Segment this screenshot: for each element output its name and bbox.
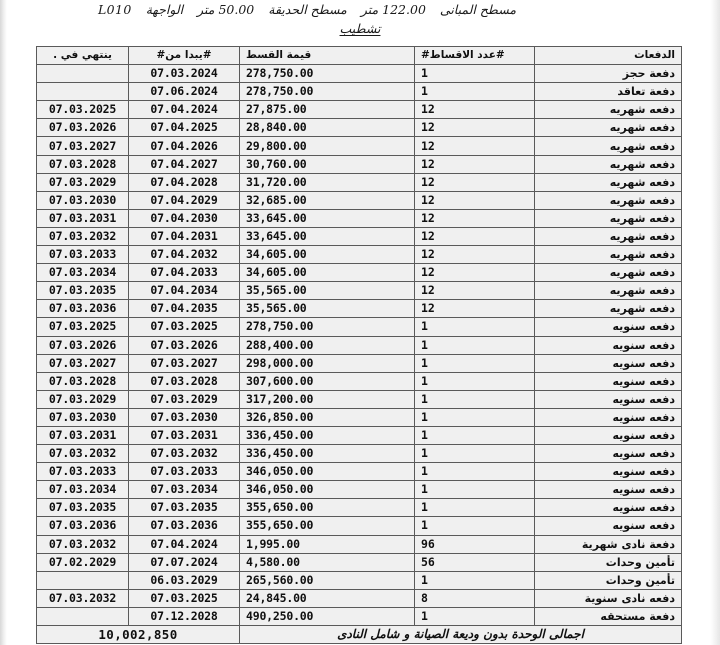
facade-label: الواجهة xyxy=(145,2,184,17)
end-date-cell: 07.03.2027 xyxy=(37,137,129,155)
installment-amount-cell: 355,650.00 xyxy=(240,499,415,517)
end-date-cell: 07.03.2033 xyxy=(37,463,129,481)
table-row xyxy=(37,445,682,463)
installments-cell: 12 xyxy=(415,209,535,227)
table-row xyxy=(37,83,682,101)
payment-label-cell: دفعه شهريه xyxy=(535,264,682,282)
table-row xyxy=(37,227,682,245)
start-date-cell: 07.06.2024 xyxy=(129,83,240,101)
installments-cell: 1 xyxy=(415,517,535,535)
column-header-installments: #عدد الاقساط# xyxy=(415,47,535,65)
start-date-cell: 07.03.2027 xyxy=(129,354,240,372)
end-date-cell: 07.03.2035 xyxy=(37,499,129,517)
start-date-cell: 07.12.2028 xyxy=(129,607,240,625)
installment-amount-cell: 346,050.00 xyxy=(240,463,415,481)
start-date-cell: 07.04.2034 xyxy=(129,282,240,300)
start-date-cell: 07.04.2025 xyxy=(129,119,240,137)
payment-label-cell: دفعه سنويه xyxy=(535,390,682,408)
end-date-cell: 07.02.2029 xyxy=(37,553,129,571)
building-area-label: مسطح المبانى xyxy=(439,2,517,17)
unit-specs-line xyxy=(30,2,690,17)
installments-cell: 1 xyxy=(415,607,535,625)
start-date-cell: 07.04.2030 xyxy=(129,209,240,227)
start-date-cell: 07.04.2033 xyxy=(129,264,240,282)
installment-amount-cell: 31,720.00 xyxy=(240,173,415,191)
payment-label-cell: دفعه سنويه xyxy=(535,408,682,426)
end-date-cell: 07.03.2027 xyxy=(37,354,129,372)
installments-cell: 12 xyxy=(415,227,535,245)
table-header xyxy=(37,47,682,65)
installments-cell: 1 xyxy=(415,336,535,354)
total-row xyxy=(37,626,682,644)
table-row xyxy=(37,372,682,390)
table-row xyxy=(37,589,682,607)
installments-cell: 1 xyxy=(415,390,535,408)
end-date-cell: 07.03.2026 xyxy=(37,119,129,137)
table-row xyxy=(37,101,682,119)
payment-label-cell: دفعه سنويه xyxy=(535,318,682,336)
installment-amount-cell: 34,605.00 xyxy=(240,246,415,264)
payment-schedule-table-wrapper xyxy=(37,46,682,644)
payment-label-cell: تأمين وحدات xyxy=(535,553,682,571)
table-row xyxy=(37,173,682,191)
end-date-cell: 07.03.2036 xyxy=(37,517,129,535)
payment-label-cell: دفعه شهريه xyxy=(535,101,682,119)
table-row xyxy=(37,463,682,481)
installment-amount-cell: 24,845.00 xyxy=(240,589,415,607)
installment-amount-cell: 265,560.00 xyxy=(240,571,415,589)
installment-amount-cell: 28,840.00 xyxy=(240,119,415,137)
start-date-cell: 07.04.2027 xyxy=(129,155,240,173)
payment-label-cell: دفعه سنويه xyxy=(535,336,682,354)
end-date-cell: 07.03.2029 xyxy=(37,390,129,408)
end-date-cell: 07.03.2028 xyxy=(37,155,129,173)
installment-amount-cell: 336,450.00 xyxy=(240,426,415,444)
payment-label-cell: دفعه شهريه xyxy=(535,173,682,191)
installments-cell: 1 xyxy=(415,354,535,372)
installment-amount-cell: 278,750.00 xyxy=(240,318,415,336)
start-date-cell: 07.03.2025 xyxy=(129,318,240,336)
table-row xyxy=(37,390,682,408)
start-date-cell: 07.04.2028 xyxy=(129,173,240,191)
end-date-cell: 07.03.2033 xyxy=(37,246,129,264)
installment-amount-cell: 33,645.00 xyxy=(240,209,415,227)
finishing-subtitle: تشطيب xyxy=(339,21,381,36)
installments-cell: 12 xyxy=(415,137,535,155)
start-date-cell: 07.07.2024 xyxy=(129,553,240,571)
installment-amount-cell: 30,760.00 xyxy=(240,155,415,173)
installments-cell: 1 xyxy=(415,445,535,463)
unit-code: L010 xyxy=(97,2,132,17)
installments-cell: 1 xyxy=(415,481,535,499)
installments-cell: 1 xyxy=(415,372,535,390)
table-row xyxy=(37,426,682,444)
payment-label-cell: دفعه شهريه xyxy=(535,282,682,300)
end-date-cell: 07.03.2030 xyxy=(37,408,129,426)
payment-label-cell: دفعه سنويه xyxy=(535,517,682,535)
installment-amount-cell: 278,750.00 xyxy=(240,65,415,83)
table-row xyxy=(37,155,682,173)
installments-cell: 12 xyxy=(415,300,535,318)
end-date-cell xyxy=(37,607,129,625)
installments-cell: 12 xyxy=(415,101,535,119)
end-date-cell xyxy=(37,65,129,83)
installment-amount-cell: 32,685.00 xyxy=(240,191,415,209)
table-row xyxy=(37,336,682,354)
total-value: 10,002,850 xyxy=(37,626,240,644)
table-row xyxy=(37,607,682,625)
table-row xyxy=(37,571,682,589)
start-date-cell: 07.04.2026 xyxy=(129,137,240,155)
table-row xyxy=(37,137,682,155)
payment-label-cell: دفعه نادى سنوية xyxy=(535,589,682,607)
table-footer xyxy=(37,626,682,644)
payment-label-cell: دفعه شهريه xyxy=(535,155,682,173)
installments-cell: 1 xyxy=(415,408,535,426)
table-row xyxy=(37,264,682,282)
start-date-cell: 07.03.2030 xyxy=(129,408,240,426)
installment-amount-cell: 355,650.00 xyxy=(240,517,415,535)
payment-label-cell: دفعه سنويه xyxy=(535,426,682,444)
table-row xyxy=(37,408,682,426)
end-date-cell: 07.03.2032 xyxy=(37,227,129,245)
installments-cell: 1 xyxy=(415,318,535,336)
installment-amount-cell: 346,050.00 xyxy=(240,481,415,499)
table-row xyxy=(37,191,682,209)
installment-amount-cell: 326,850.00 xyxy=(240,408,415,426)
payment-label-cell: دفعه شهريه xyxy=(535,227,682,245)
start-date-cell: 07.04.2024 xyxy=(129,535,240,553)
installments-cell: 12 xyxy=(415,246,535,264)
total-label: اجمالى الوحدة بدون وديعة الصيانة و شامل النادى xyxy=(240,626,682,644)
payment-label-cell: دفعة تعاقد xyxy=(535,83,682,101)
end-date-cell: 07.03.2030 xyxy=(37,191,129,209)
payment-label-cell: دفعه شهريه xyxy=(535,191,682,209)
installments-cell: 12 xyxy=(415,173,535,191)
installment-amount-cell: 298,000.00 xyxy=(240,354,415,372)
start-date-cell: 07.03.2035 xyxy=(129,499,240,517)
end-date-cell: 07.03.2029 xyxy=(37,173,129,191)
payment-label-cell: دفعه شهريه xyxy=(535,209,682,227)
installments-cell: 8 xyxy=(415,589,535,607)
column-header-payments: الدفعات xyxy=(535,47,682,65)
end-date-cell: 07.03.2035 xyxy=(37,282,129,300)
start-date-cell: 07.03.2033 xyxy=(129,463,240,481)
garden-area-label: مسطح الحديقة xyxy=(268,2,347,17)
start-date-cell: 07.03.2034 xyxy=(129,481,240,499)
table-body xyxy=(37,65,682,626)
payment-label-cell: دفعه سنويه xyxy=(535,463,682,481)
installments-cell: 56 xyxy=(415,553,535,571)
installment-amount-cell: 27,875.00 xyxy=(240,101,415,119)
installment-amount-cell: 278,750.00 xyxy=(240,83,415,101)
installment-amount-cell: 307,600.00 xyxy=(240,372,415,390)
installments-cell: 1 xyxy=(415,571,535,589)
installments-cell: 1 xyxy=(415,83,535,101)
installments-cell: 12 xyxy=(415,282,535,300)
installments-cell: 1 xyxy=(415,499,535,517)
end-date-cell: 07.03.2025 xyxy=(37,318,129,336)
payment-label-cell: دفعه سنويه xyxy=(535,499,682,517)
garden-area-value: 50.00 متر xyxy=(197,2,255,17)
end-date-cell: 07.03.2032 xyxy=(37,535,129,553)
table-row xyxy=(37,517,682,535)
table-row xyxy=(37,246,682,264)
table-header-row xyxy=(37,47,682,65)
end-date-cell: 07.03.2026 xyxy=(37,336,129,354)
installments-cell: 12 xyxy=(415,191,535,209)
start-date-cell: 07.03.2024 xyxy=(129,65,240,83)
start-date-cell: 06.03.2029 xyxy=(129,571,240,589)
column-header-start-date: #يبدا من# xyxy=(129,47,240,65)
installment-amount-cell: 490,250.00 xyxy=(240,607,415,625)
installments-cell: 12 xyxy=(415,155,535,173)
installments-cell: 12 xyxy=(415,264,535,282)
table-row xyxy=(37,318,682,336)
start-date-cell: 07.04.2031 xyxy=(129,227,240,245)
installments-cell: 12 xyxy=(415,119,535,137)
start-date-cell: 07.03.2026 xyxy=(129,336,240,354)
end-date-cell: 07.03.2032 xyxy=(37,445,129,463)
payment-label-cell: دفعه سنويه xyxy=(535,481,682,499)
table-row xyxy=(37,119,682,137)
end-date-cell: 07.03.2031 xyxy=(37,426,129,444)
installments-cell: 96 xyxy=(415,535,535,553)
payment-label-cell: دفعه شهريه xyxy=(535,137,682,155)
table-row xyxy=(37,209,682,227)
installment-amount-cell: 288,400.00 xyxy=(240,336,415,354)
payment-label-cell: دفعة مستحقه xyxy=(535,607,682,625)
installment-amount-cell: 33,645.00 xyxy=(240,227,415,245)
payment-label-cell: دفعة حجز xyxy=(535,65,682,83)
payment-schedule-table xyxy=(36,46,682,644)
building-area-value: 122.00 متر xyxy=(360,2,426,17)
start-date-cell: 07.04.2029 xyxy=(129,191,240,209)
payment-label-cell: دفعه شهريه xyxy=(535,300,682,318)
column-header-amount: قيمة القسط xyxy=(240,47,415,65)
installments-cell: 1 xyxy=(415,426,535,444)
table-row xyxy=(37,535,682,553)
end-date-cell: 07.03.2036 xyxy=(37,300,129,318)
installment-amount-cell: 35,565.00 xyxy=(240,300,415,318)
end-date-cell: 07.03.2034 xyxy=(37,264,129,282)
payment-label-cell: دفعه سنويه xyxy=(535,445,682,463)
start-date-cell: 07.03.2032 xyxy=(129,445,240,463)
end-date-cell: 07.03.2025 xyxy=(37,101,129,119)
end-date-cell: 07.03.2032 xyxy=(37,589,129,607)
document-header xyxy=(30,2,690,36)
start-date-cell: 07.03.2029 xyxy=(129,390,240,408)
installments-cell: 1 xyxy=(415,463,535,481)
end-date-cell xyxy=(37,571,129,589)
payment-label-cell: دفعه سنويه xyxy=(535,372,682,390)
table-row xyxy=(37,282,682,300)
start-date-cell: 07.04.2032 xyxy=(129,246,240,264)
table-row xyxy=(37,499,682,517)
start-date-cell: 07.04.2035 xyxy=(129,300,240,318)
table-row xyxy=(37,300,682,318)
payment-label-cell: تأمين وحدات xyxy=(535,571,682,589)
payment-label-cell: دفعة نادى شهرية xyxy=(535,535,682,553)
installments-cell: 1 xyxy=(415,65,535,83)
payment-label-cell: دفعه شهريه xyxy=(535,119,682,137)
installment-amount-cell: 34,605.00 xyxy=(240,264,415,282)
column-header-end-date: ينتهي في . xyxy=(37,47,129,65)
installment-amount-cell: 35,565.00 xyxy=(240,282,415,300)
start-date-cell: 07.03.2031 xyxy=(129,426,240,444)
installment-amount-cell: 1,995.00 xyxy=(240,535,415,553)
table-row xyxy=(37,354,682,372)
end-date-cell xyxy=(37,83,129,101)
payment-label-cell: دفعه سنويه xyxy=(535,354,682,372)
installment-amount-cell: 29,800.00 xyxy=(240,137,415,155)
start-date-cell: 07.03.2025 xyxy=(129,589,240,607)
payment-label-cell: دفعه شهريه xyxy=(535,246,682,264)
table-row xyxy=(37,481,682,499)
installment-amount-cell: 317,200.00 xyxy=(240,390,415,408)
table-row xyxy=(37,553,682,571)
installment-amount-cell: 4,580.00 xyxy=(240,553,415,571)
end-date-cell: 07.03.2031 xyxy=(37,209,129,227)
end-date-cell: 07.03.2034 xyxy=(37,481,129,499)
end-date-cell: 07.03.2028 xyxy=(37,372,129,390)
start-date-cell: 07.03.2028 xyxy=(129,372,240,390)
installment-amount-cell: 336,450.00 xyxy=(240,445,415,463)
start-date-cell: 07.04.2024 xyxy=(129,101,240,119)
table-row xyxy=(37,65,682,83)
start-date-cell: 07.03.2036 xyxy=(129,517,240,535)
